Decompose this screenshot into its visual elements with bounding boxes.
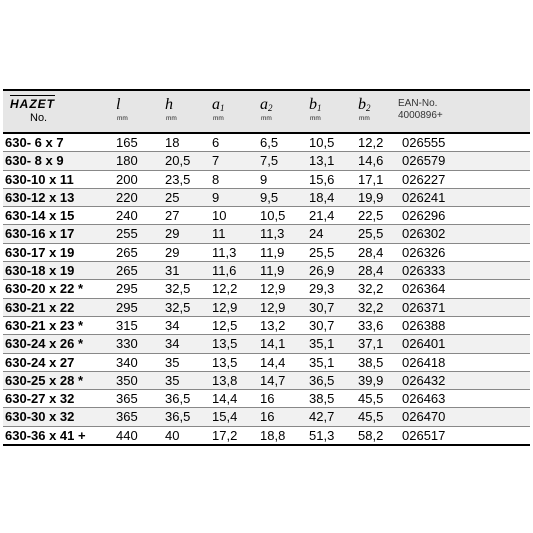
cell-a1: 12,2 — [212, 281, 238, 297]
header-a1-subscript: 1 — [220, 103, 225, 113]
cell-a1: 17,2 — [212, 427, 238, 443]
cell-b1: 35,1 — [309, 354, 335, 370]
cell-article-no: 630-21 x 22 — [5, 299, 75, 315]
table-row — [3, 207, 530, 225]
cell-a1: 13,5 — [212, 354, 238, 370]
cell-a2: 9,5 — [260, 189, 279, 205]
cell-b2: 28,4 — [358, 244, 384, 260]
cell-height-h: 35 — [165, 354, 180, 370]
cell-a2: 12,9 — [260, 281, 286, 297]
cell-article-no: 630-20 x 22 * — [5, 281, 84, 297]
cell-b2: 37,1 — [358, 336, 384, 352]
cell-article-no: 630-12 x 13 — [5, 189, 75, 205]
cell-b1: 29,3 — [309, 281, 335, 297]
cell-length-l: 255 — [116, 226, 138, 242]
cell-length-l: 365 — [116, 409, 138, 425]
cell-ean: 026333 — [402, 263, 446, 279]
cell-height-h: 34 — [165, 336, 180, 352]
cell-b2: 45,5 — [358, 409, 384, 425]
header-l-symbol: l — [116, 96, 121, 113]
header-a2-unit: mm — [261, 115, 272, 122]
cell-a2: 13,2 — [260, 317, 286, 333]
header-b2-symbol: b — [358, 96, 366, 113]
cell-article-no: 630-14 x 15 — [5, 208, 75, 224]
cell-a1: 11,6 — [212, 263, 237, 279]
cell-height-h: 35 — [165, 372, 180, 388]
cell-b2: 12,2 — [358, 135, 384, 150]
cell-height-h: 40 — [165, 427, 180, 443]
cell-b1: 30,7 — [309, 317, 335, 333]
cell-a2: 16 — [260, 391, 275, 407]
header-b2-unit: mm — [359, 115, 370, 122]
header-h-unit: mm — [166, 115, 177, 122]
cell-a1: 13,8 — [212, 372, 238, 388]
cell-b1: 18,4 — [309, 189, 335, 205]
table-row — [3, 134, 530, 152]
cell-a2: 16 — [260, 409, 275, 425]
table-row — [3, 262, 530, 280]
header-h-symbol: h — [165, 96, 173, 113]
cell-a1: 12,9 — [212, 299, 238, 315]
cell-b2: 45,5 — [358, 391, 384, 407]
header-a1-symbol: a — [212, 96, 220, 113]
cell-b2: 33,6 — [358, 317, 384, 333]
cell-length-l: 295 — [116, 299, 138, 315]
spec-table — [3, 89, 530, 446]
table-row — [3, 299, 530, 317]
cell-height-h: 34 — [165, 317, 180, 333]
cell-a2: 14,7 — [260, 372, 286, 388]
cell-a2: 10,5 — [260, 208, 286, 224]
cell-ean: 026296 — [402, 208, 446, 224]
cell-ean: 026302 — [402, 226, 446, 242]
cell-ean: 026463 — [402, 391, 446, 407]
header-ean-prefix: 4000896+ — [398, 110, 443, 121]
cell-length-l: 265 — [116, 263, 138, 279]
table-row — [3, 189, 530, 207]
cell-ean: 026555 — [402, 135, 446, 150]
cell-length-l: 330 — [116, 336, 138, 352]
table-row — [3, 225, 530, 243]
table-row — [3, 317, 530, 335]
header-a2 — [260, 96, 273, 122]
cell-length-l: 440 — [116, 427, 138, 443]
header-b2 — [358, 96, 371, 122]
table-row — [3, 244, 530, 262]
cell-height-h: 20,5 — [165, 153, 191, 169]
header-a1-unit: mm — [213, 115, 224, 122]
table-row — [3, 280, 530, 298]
table-row — [3, 354, 530, 372]
cell-ean: 026326 — [402, 244, 446, 260]
header-a2-subscript: 2 — [268, 103, 273, 113]
cell-a1: 14,4 — [212, 391, 238, 407]
cell-article-no: 630-30 x 32 — [5, 409, 75, 425]
cell-height-h: 18 — [165, 135, 180, 150]
table-body — [3, 134, 530, 446]
cell-ean: 026364 — [402, 281, 446, 297]
cell-b2: 28,4 — [358, 263, 384, 279]
header-h — [165, 96, 177, 122]
cell-ean: 026579 — [402, 153, 446, 169]
brand-name: HAZET — [10, 97, 55, 111]
header-no: No. — [30, 112, 48, 124]
cell-a1: 10 — [212, 208, 227, 224]
hazet-logo — [10, 95, 55, 111]
table-row — [3, 427, 530, 446]
cell-b2: 17,1 — [358, 171, 384, 187]
cell-a2: 11,9 — [260, 244, 285, 260]
cell-article-no: 630-36 x 41 + — [5, 427, 86, 443]
header-b1-subscript: 1 — [317, 103, 322, 113]
cell-ean: 026241 — [402, 189, 446, 205]
cell-ean: 026388 — [402, 317, 446, 333]
header-ean — [398, 98, 443, 122]
cell-b2: 32,2 — [358, 281, 384, 297]
cell-a1: 11,3 — [212, 244, 237, 260]
cell-a1: 9 — [212, 189, 220, 205]
header-b1 — [309, 96, 322, 122]
cell-length-l: 265 — [116, 244, 138, 260]
cell-article-no: 630-16 x 17 — [5, 226, 75, 242]
header-ean-label: EAN-No. — [398, 98, 438, 109]
cell-a2: 12,9 — [260, 299, 286, 315]
cell-b1: 10,5 — [309, 135, 335, 150]
cell-length-l: 240 — [116, 208, 138, 224]
cell-a2: 14,4 — [260, 354, 286, 370]
cell-article-no: 630-27 x 32 — [5, 391, 75, 407]
cell-b1: 26,9 — [309, 263, 335, 279]
table-row — [3, 372, 530, 390]
cell-ean: 026418 — [402, 354, 446, 370]
cell-length-l: 315 — [116, 317, 138, 333]
header-l — [116, 96, 128, 122]
cell-ean: 026470 — [402, 409, 446, 425]
table-header — [3, 89, 530, 134]
table-row — [3, 408, 530, 426]
cell-article-no: 630-25 x 28 * — [5, 372, 84, 388]
cell-article-no: 630-24 x 26 * — [5, 336, 84, 352]
cell-ean: 026432 — [402, 372, 446, 388]
cell-height-h: 36,5 — [165, 391, 191, 407]
cell-ean: 026227 — [402, 171, 446, 187]
cell-height-h: 29 — [165, 244, 180, 260]
cell-a2: 11,9 — [260, 263, 285, 279]
cell-length-l: 180 — [116, 153, 138, 169]
cell-b1: 24 — [309, 226, 324, 242]
cell-b2: 25,5 — [358, 226, 384, 242]
cell-article-no: 630-18 x 19 — [5, 263, 75, 279]
cell-b1: 51,3 — [309, 427, 335, 443]
table-row — [3, 390, 530, 408]
cell-length-l: 165 — [116, 135, 138, 150]
cell-b1: 15,6 — [309, 171, 335, 187]
cell-b1: 36,5 — [309, 372, 335, 388]
cell-b1: 38,5 — [309, 391, 335, 407]
cell-a1: 13,5 — [212, 336, 238, 352]
cell-a2: 9 — [260, 171, 268, 187]
cell-b1: 35,1 — [309, 336, 335, 352]
header-a1 — [212, 96, 225, 122]
cell-a2: 14,1 — [260, 336, 286, 352]
cell-article-no: 630-17 x 19 — [5, 244, 75, 260]
cell-b2: 39,9 — [358, 372, 384, 388]
table-row — [3, 152, 530, 170]
cell-ean: 026401 — [402, 336, 446, 352]
cell-b2: 38,5 — [358, 354, 384, 370]
cell-a2: 7,5 — [260, 153, 279, 169]
cell-length-l: 365 — [116, 391, 138, 407]
cell-length-l: 295 — [116, 281, 138, 297]
cell-article-no: 630- 8 x 9 — [5, 153, 64, 169]
cell-height-h: 32,5 — [165, 299, 191, 315]
cell-a2: 18,8 — [260, 427, 286, 443]
cell-ean: 026517 — [402, 427, 446, 443]
cell-a2: 11,3 — [260, 226, 285, 242]
cell-a1: 6 — [212, 135, 220, 150]
cell-a1: 11 — [212, 226, 226, 242]
cell-height-h: 36,5 — [165, 409, 191, 425]
cell-a1: 15,4 — [212, 409, 238, 425]
cell-height-h: 25 — [165, 189, 180, 205]
cell-b2: 32,2 — [358, 299, 384, 315]
cell-b2: 19,9 — [358, 189, 384, 205]
cell-length-l: 340 — [116, 354, 138, 370]
cell-a1: 7 — [212, 153, 220, 169]
cell-height-h: 23,5 — [165, 171, 191, 187]
cell-a1: 8 — [212, 171, 220, 187]
header-b2-subscript: 2 — [366, 103, 371, 113]
cell-length-l: 200 — [116, 171, 138, 187]
cell-b2: 14,6 — [358, 153, 384, 169]
header-b1-unit: mm — [310, 115, 321, 122]
header-b1-symbol: b — [309, 96, 317, 113]
cell-b2: 58,2 — [358, 427, 384, 443]
cell-height-h: 27 — [165, 208, 180, 224]
header-l-unit: mm — [117, 115, 128, 122]
cell-b1: 30,7 — [309, 299, 335, 315]
cell-article-no: 630-24 x 27 — [5, 354, 75, 370]
cell-b1: 25,5 — [309, 244, 335, 260]
cell-length-l: 220 — [116, 189, 138, 205]
cell-article-no: 630- 6 x 7 — [5, 135, 64, 150]
cell-height-h: 31 — [165, 263, 180, 279]
cell-a2: 6,5 — [260, 135, 279, 150]
header-a2-symbol: a — [260, 96, 268, 113]
cell-length-l: 350 — [116, 372, 138, 388]
cell-ean: 026371 — [402, 299, 446, 315]
cell-height-h: 32,5 — [165, 281, 191, 297]
table-row — [3, 335, 530, 353]
cell-b1: 21,4 — [309, 208, 335, 224]
cell-height-h: 29 — [165, 226, 180, 242]
table-row — [3, 171, 530, 189]
cell-article-no: 630-21 x 23 * — [5, 317, 84, 333]
cell-article-no: 630-10 x 11 — [5, 171, 74, 187]
cell-b2: 22,5 — [358, 208, 384, 224]
cell-b1: 13,1 — [309, 153, 335, 169]
cell-b1: 42,7 — [309, 409, 335, 425]
cell-a1: 12,5 — [212, 317, 238, 333]
